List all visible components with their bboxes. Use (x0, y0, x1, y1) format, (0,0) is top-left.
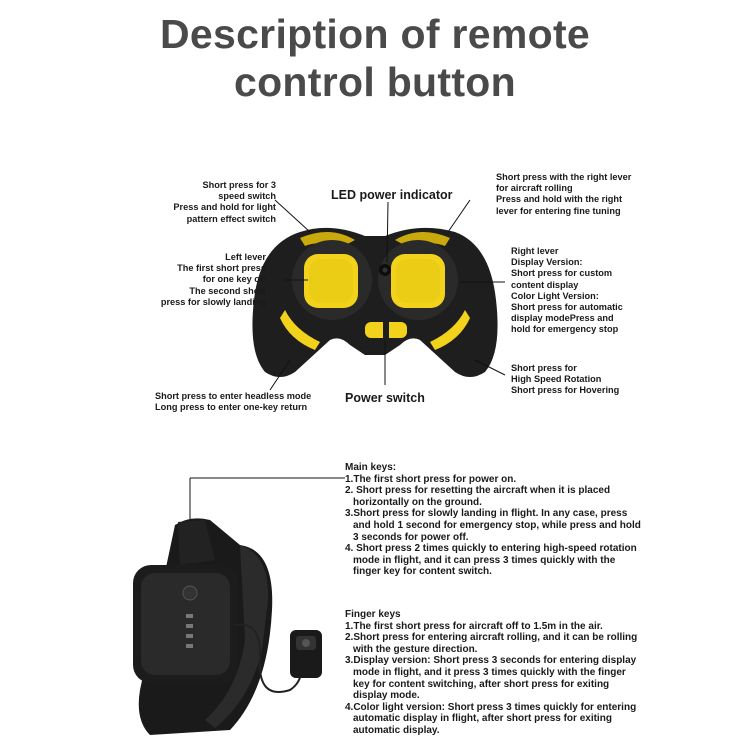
right-lever-line: Short press for automatic (511, 302, 623, 313)
right-lever-line: content display (511, 279, 579, 290)
right-lever-line: Display Version: (511, 257, 583, 268)
right-lever-line: Color Light Version: (511, 290, 599, 301)
main-keys-item: 1.The first short press for power on. (345, 473, 517, 485)
rolling-line: Press and hold with the right (496, 194, 623, 205)
finger-keys-section (345, 609, 645, 737)
right-lever-line: display modePress and (511, 313, 614, 324)
main-keys-item: 4. Short press 2 times quickly to entering high-speed rotation mode in flight, and it can press 3 times quickly with the finger key for content switch. (345, 543, 637, 578)
rolling-line: Short press with the right lever (496, 172, 632, 182)
speed-switch-line: Short press for 3 (202, 180, 276, 190)
left-lever-line: The second short (189, 285, 266, 296)
high-speed-line: Short press for (511, 363, 577, 373)
left-lever-line: press for slowly landing (160, 296, 266, 307)
speed-switch-line: speed switch (218, 191, 276, 202)
main-keys-item: 2. Short press for resetting the aircraft when it is placed horizontally on the ground. (345, 485, 611, 508)
finger-keys-item: 2.Short press for entering aircraft rolling, and it can be rolling with the gesture direction. (345, 632, 638, 655)
left-lever-line: Left lever (225, 252, 266, 262)
right-lever-line: Right lever (511, 246, 559, 256)
speed-switch-line: pattern effect switch (186, 213, 276, 224)
page-title-line1: Description of remote (159, 11, 591, 57)
main-keys-item: 3.Short press for slowly landing in flight. In any case, press and hold 1 second for emergency stop, while press and hold 3 seconds for power off. (345, 508, 641, 543)
rolling-line: for aircraft rolling (496, 183, 573, 194)
rolling-line: lever for entering fine tuning (496, 205, 621, 216)
finger-keys-heading: Finger keys (345, 609, 401, 620)
power-switch-label: Power switch (345, 391, 425, 405)
page-title-line2: control button (233, 59, 516, 105)
finger-keys-item: 4.Color light version: Short press 3 times quickly for entering automatic display in flight, after short press for exiting automatic display. (345, 701, 637, 736)
left-lever-line: The first short press (177, 263, 266, 274)
headless-line: Long press to enter one-key return (155, 402, 308, 413)
high-speed-line: Short press for Hovering (511, 385, 620, 396)
right-lever-line: hold for emergency stop (511, 324, 619, 335)
finger-keys-item: 3.Display version: Short press 3 seconds for entering display mode in flight, and it press 3 times quickly with the finger key for content switching, after short press for exiting display mode. (345, 655, 637, 702)
headless-line: Short press to enter headless mode (155, 391, 312, 401)
finger-keys-item: 1.The first short press for aircraft off to 1.5m in the air. (345, 620, 603, 632)
main-keys-section (345, 462, 645, 578)
high-speed-line: High Speed Rotation (511, 374, 602, 385)
right-lever-line: Short press for custom (511, 268, 613, 279)
main-keys-heading: Main keys: (345, 462, 397, 473)
speed-switch-line: Press and hold for light (173, 202, 276, 213)
led-indicator-label: LED power indicator (331, 188, 453, 202)
left-lever-line: for one key off (202, 274, 266, 285)
